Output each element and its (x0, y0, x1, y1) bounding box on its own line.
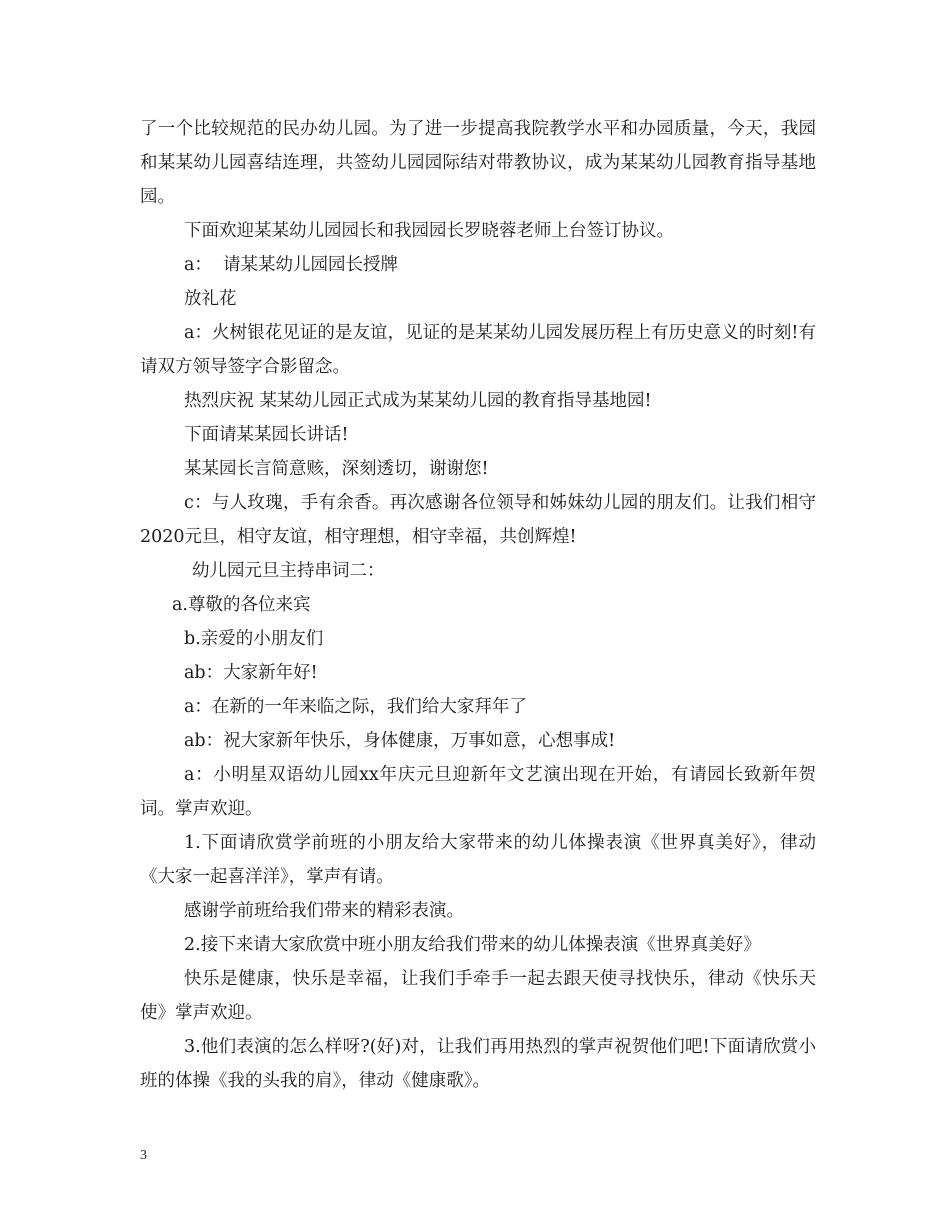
paragraph: ab：大家新年好! (184, 663, 318, 683)
paragraph: b.亲爱的小朋友们 (184, 629, 324, 649)
paragraph: 某某园长言简意赅，深刻透切，谢谢您! (184, 459, 489, 479)
document-body (140, 112, 816, 1098)
paragraph: 感谢学前班给我们带来的精彩表演。 (184, 901, 464, 921)
paragraph: ab：祝大家新年快乐，身体健康，万事如意，心想事成! (184, 731, 616, 751)
paragraph: 热烈庆祝 某某幼儿园正式成为某某幼儿园的教育指导基地园! (184, 391, 652, 411)
paragraph: 快乐是健康，快乐是幸福，让我们手牵手一起去跟天使寻找快乐，律动《快乐天使》掌声欢迎。 (140, 969, 816, 1023)
paragraph: 下面欢迎某某幼儿园园长和我园园长罗晓蓉老师上台签订协议。 (184, 221, 674, 241)
paragraph: a：小明星双语幼儿园xx年庆元旦迎新年文艺演出现在开始，有请园长致新年贺词。掌声欢迎。 (140, 765, 816, 819)
paragraph: 2.接下来请大家欣赏中班小朋友给我们带来的幼儿体操表演《世界真美好》 (184, 935, 761, 955)
paragraph: a.尊敬的各位来宾 (172, 595, 311, 615)
paragraph: a： 请某某幼儿园园长授牌 (184, 255, 399, 275)
paragraph: 下面请某某园长讲话! (184, 425, 349, 445)
paragraph: a：在新的一年来临之际，我们给大家拜年了 (184, 697, 527, 717)
paragraph: 幼儿园元旦主持串词二： (192, 561, 385, 581)
paragraph: 放礼花 (184, 289, 237, 309)
paragraph: 3.他们表演的怎么样呀?(好)对，让我们再用热烈的掌声祝贺他们吧!下面请欣赏小班的体操《我的头我的肩》，律动《健康歌》。 (140, 1037, 816, 1091)
paragraph: 1.下面请欣赏学前班的小朋友给大家带来的幼儿体操表演《世界真美好》，律动《大家一起喜洋洋》，掌声有请。 (140, 833, 816, 887)
paragraph: a：火树银花见证的是友谊，见证的是某某幼儿园发展历程上有历史意义的时刻!有请双方领导签字合影留念。 (140, 323, 816, 377)
paragraph: c：与人玫瑰，手有余香。再次感谢各位领导和姊妹幼儿园的朋友们。让我们相守2020元旦，相守友谊，相守理想，相守幸福，共创辉煌! (140, 493, 816, 547)
page-number: 3 (140, 1148, 147, 1163)
paragraph: 了一个比较规范的民办幼儿园。为了进一步提高我院教学水平和办园质量，今天，我园和某某幼儿园喜结连理，共签幼儿园园际结对带教协议，成为某某幼儿园教育指导基地园。 (140, 119, 816, 207)
